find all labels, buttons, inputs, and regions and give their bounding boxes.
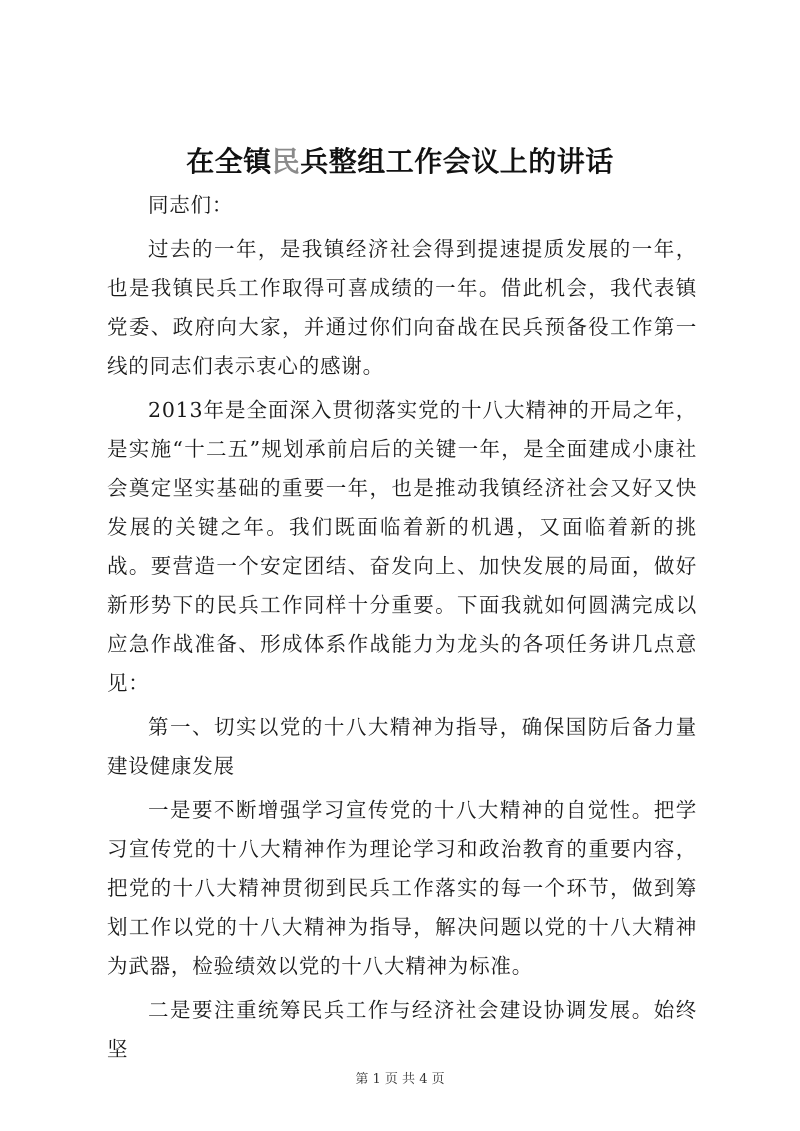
paragraph-1: 过去的一年，是我镇经济社会得到提速提质发展的一年，也是我镇民兵工作取得可喜成绩的一年。借此机会，我代表镇党委、政府向大家，并通过你们向奋战在民兵预备役工作第一线的同志们表示衷心的感谢。 xyxy=(107,237,697,378)
page-footer: 第 1 页 共 4 页 xyxy=(355,1072,445,1087)
title-part-2: 兵整组工作会议上的讲话 xyxy=(300,145,614,178)
salutation: 同志们： xyxy=(148,193,234,217)
section-heading-1: 第一、切实以党的十八大精神为指导，确保国防后备力量建设健康发展 xyxy=(107,715,697,778)
paragraph-3: 一是要不断增强学习宣传党的十八大精神的自觉性。把学习宣传党的十八大精神作为理论学习和政治教育的重要内容，把党的十八大精神贯彻到民兵工作落实的每一个环节，做到筹划工作以党的十八大精神为指导，解决问题以党的十八大精神为武器，检验绩效以党的十八大精神为标准。 xyxy=(107,798,697,978)
title-part-1: 在全镇 xyxy=(186,145,272,178)
paragraph-2: 2013年是全面深入贯彻落实党的十八大精神的开局之年，是实施“十二五”规划承前启后的关键一年，是全面建成小康社会奠定坚实基础的重要一年，也是推动我镇经济社会又好又快发展的关键之年。我们既面临着新的机遇，又面临着新的挑战。要营造一个安定团结、奋发向上、加快发展的局面，做好新形势下的民兵工作同样十分重要。下面我就如何圆满完成以应急作战准备、形成体系作战能力为龙头的各项任务讲几点意见： xyxy=(107,398,697,695)
title-highlight-char: 民 xyxy=(271,145,301,178)
document-body xyxy=(107,186,697,1069)
paragraph-4: 二是要注重统筹民兵工作与经济社会建设协调发展。始终坚 xyxy=(107,998,697,1061)
document-title xyxy=(0,140,800,184)
